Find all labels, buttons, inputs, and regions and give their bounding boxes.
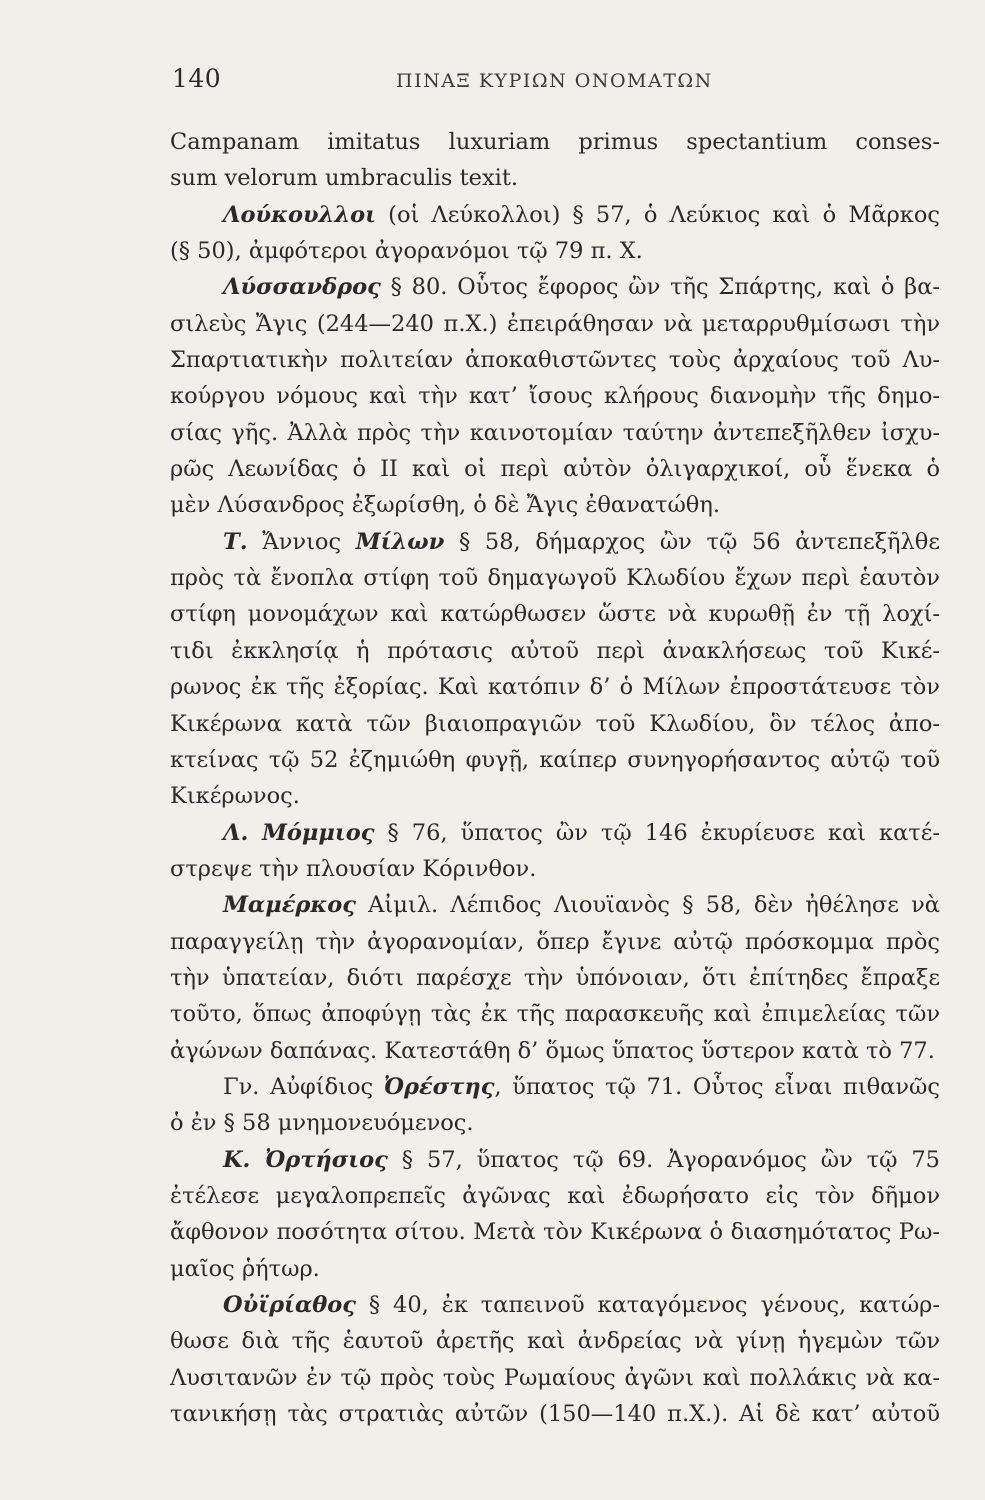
entry-headword: Κ. Ὀρτήσιος [223,1146,388,1173]
text-segment: τανικήσῃ τὰς στρατιὰς αὐτῶν (150—140 π.Χ.). Αἱ δὲ κατ’ αὐτοῦ [170,1401,940,1428]
text-segment: Campanam imitatus luxuriam primus spectantium conses- [170,129,940,155]
entry-first-line [170,1287,940,1323]
text-segment: (οἱ Λεύκολλοι) § 57, ὁ Λεύκιος καὶ ὁ Μᾶρκος [376,201,940,228]
text-line [170,778,940,814]
text-segment: § 76, ὕπατος ὢν τῷ 146 ἐκυρίευσε καὶ κατέ- [374,819,940,846]
text-segment: ἐτέλεσε μεγαλοπρεπεῖς ἀγῶνας καὶ ἐδωρήσατο εἰς τὸν δῆμον [170,1182,940,1209]
text-segment: παραγγείλῃ τὴν ἀγορανομίαν, ὅπερ ἔγινε αὐτῷ πρόσκομμα πρὸς [170,928,940,955]
entry-headword: Λ. Μόμμιος [223,819,375,846]
text-line [170,924,940,960]
text-segment: κτείνας τῷ 52 ἐζημιώθη φυγῇ, καίπερ συνηγορήσαντος αὐτῷ τοῦ [170,746,940,773]
text-segment: Κικέρωνος. [170,783,300,810]
entry-headword: Οὐϊρίαθος [223,1292,356,1318]
text-line [170,487,940,523]
text-line [170,451,940,487]
text-segment: στρεψε τὴν πλουσίαν Κόρινθον. [170,855,537,882]
text-line [170,1396,940,1432]
text-segment: § 58, δήμαρχος ὢν τῷ 56 ἀντεπεξῆλθε [444,528,940,555]
text-segment: σιλεὺς Ἄγις (244—240 π.Χ.) ἐπειράθησαν νὰ μεταρρυθμίσωσι τὴν [170,310,940,337]
text-segment: § 80. Οὗτος ἔφορος ὢν τῆς Σπάρτης, καὶ ὁ βα- [380,274,940,301]
text-segment: § 57, ὕπατος τῷ 69. Ἀγορανόμος ὢν τῷ 75 [387,1146,940,1173]
text-segment: ἀγώνων δαπάνας. Κατεστάθη δ’ ὅμως ὕπατος ὕστερον κατὰ τὸ 77. [170,1037,935,1064]
text-segment: μαῖος ῥήτωρ. [170,1255,320,1282]
entry-first-line [170,524,940,560]
entry-first-line [170,887,940,923]
page-number: 140 [172,64,222,93]
text-segment: κούργου νόμους καὶ τὴν κατ’ ἴσους κλήρους διανομὴν τῆς δημο- [170,383,940,410]
entry-headword: Μαμέρκος [223,892,356,919]
text-segment: μὲν Λύσανδρος ἐξωρίσθη, ὁ δὲ Ἄγις ἐθανατώθη. [170,492,720,519]
text-line [170,1360,940,1396]
text-line [170,1178,940,1214]
page-header [170,60,940,100]
text-segment: § 40, ἐκ ταπεινοῦ καταγόμενος γένους, κατώρ- [355,1292,940,1318]
text-line [170,1105,940,1141]
text-line [170,1033,940,1069]
entry-first-line [170,269,940,305]
text-segment: στίφη μονομάχων καὶ κατώρθωσεν ὥστε νὰ κυρωθῇ ἐν τῇ λοχί- [170,601,940,628]
text-segment: , ὕπατος τῷ 71. Οὗτος εἶναι πιθανῶς [494,1073,941,1100]
entry-first-line [170,1142,940,1178]
text-segment: τοῦτο, ὅπως ἀποφύγῃ τὰς ἐκ τῆς παρασκευῆς καὶ ἐπιμελείας τῶν [170,1001,940,1028]
text-line [170,596,940,632]
text-segment: Κικέρωνα κατὰ τῶν βιαιοπραγιῶν τοῦ Κλωδίου, ὃν τέλος ἀπο- [170,710,940,737]
text-line [170,306,940,342]
text-line [170,1214,940,1250]
text-line [170,1323,940,1359]
text-line [170,378,940,414]
text-line [170,233,940,269]
text-segment: Αἰμιλ. Λέπιδος Λιουϊανὸς § 58, δὲν ἠθέλησε νὰ [355,892,940,919]
text-line [170,996,940,1032]
text-segment: ὁ ἐν § 58 μνημονευόμενος. [170,1110,474,1137]
text-segment: ἄφθονον ποσότητα σίτου. Μετὰ τὸν Κικέρωνα ὁ διασημότατος Ρω- [170,1219,940,1246]
text-segment: σίας γῆς. Ἀλλὰ πρὸς τὴν καινοτομίαν ταύτην ἀντεπεξῆλθεν ἰσχυ- [170,419,940,446]
text-line [170,560,940,596]
text-segment: θωσε διὰ τῆς ἑαυτοῦ ἀρετῆς καὶ ἀνδρείας νὰ γίνῃ ἡγεμὼν τῶν [170,1328,940,1355]
text-segment: Λυσιτανῶν ἐν τῷ πρὸς τοὺς Ρωμαίους ἀγῶνι καὶ πολλάκις νὰ κα- [170,1364,940,1391]
text-line [170,706,940,742]
text-segment: Ἄννιος [247,528,356,555]
text-line [170,124,940,160]
text-line [170,633,940,669]
text-segment: ρῶς Λεωνίδας ὁ ΙΙ καὶ οἱ περὶ αὐτὸν ὀλιγαρχικοί, οὗ ἕνεκα ὁ [170,456,940,483]
entry-headword: Τ. [223,528,248,555]
text-segment: τὴν ὑπατείαν, διότι παρέσχε τὴν ὑπόνοιαν, ὅτι ἐπίτηδες ἔπραξε [170,964,940,991]
entry-headword: Ὀρέστης [383,1073,495,1100]
text-line [170,342,940,378]
text-line [170,160,940,196]
entry-headword: Μίλων [355,528,445,555]
entry-headword: Λούκουλλοι [223,201,377,228]
entry-first-line [170,197,940,233]
text-segment: Σπαρτιατικὴν πολιτείαν ἀποκαθιστῶντες τοὺς ἀρχαίους τοῦ Λυ- [170,347,940,374]
text-line [170,960,940,996]
text-line [170,851,940,887]
text-line [170,669,940,705]
text-segment: sum velorum umbraculis texit. [170,165,519,192]
text-segment: Γν. Αὐφίδιος [223,1073,384,1100]
entry-first-line [170,1069,940,1105]
text-segment: ρωνος ἐκ τῆς ἐξορίας. Καὶ κατόπιν δ’ ὁ Μίλων ἐπροστάτευσε τὸν [170,674,940,701]
text-segment: πρὸς τὰ ἔνοπλα στίφη τοῦ δημαγωγοῦ Κλωδίου ἔχων περὶ ἑαυτὸν [170,565,940,592]
index-entries-text [170,124,940,1432]
text-line [170,415,940,451]
text-line [170,1251,940,1287]
text-segment: τιδι ἐκκλησίᾳ ἡ πρότασις αὐτοῦ περὶ ἀνακλήσεως τοῦ Κικέ- [170,637,940,664]
entry-first-line [170,815,940,851]
text-segment: (§ 50), ἀμφότεροι ἀγορανόμοι τῷ 79 π. Χ. [170,238,643,265]
entry-headword: Λύσσανδρος [223,274,381,301]
text-line [170,742,940,778]
running-title: ΠΙΝΑΞ ΚΥΡΙΩΝ ΟΝΟΜΑΤΩΝ [396,70,713,92]
